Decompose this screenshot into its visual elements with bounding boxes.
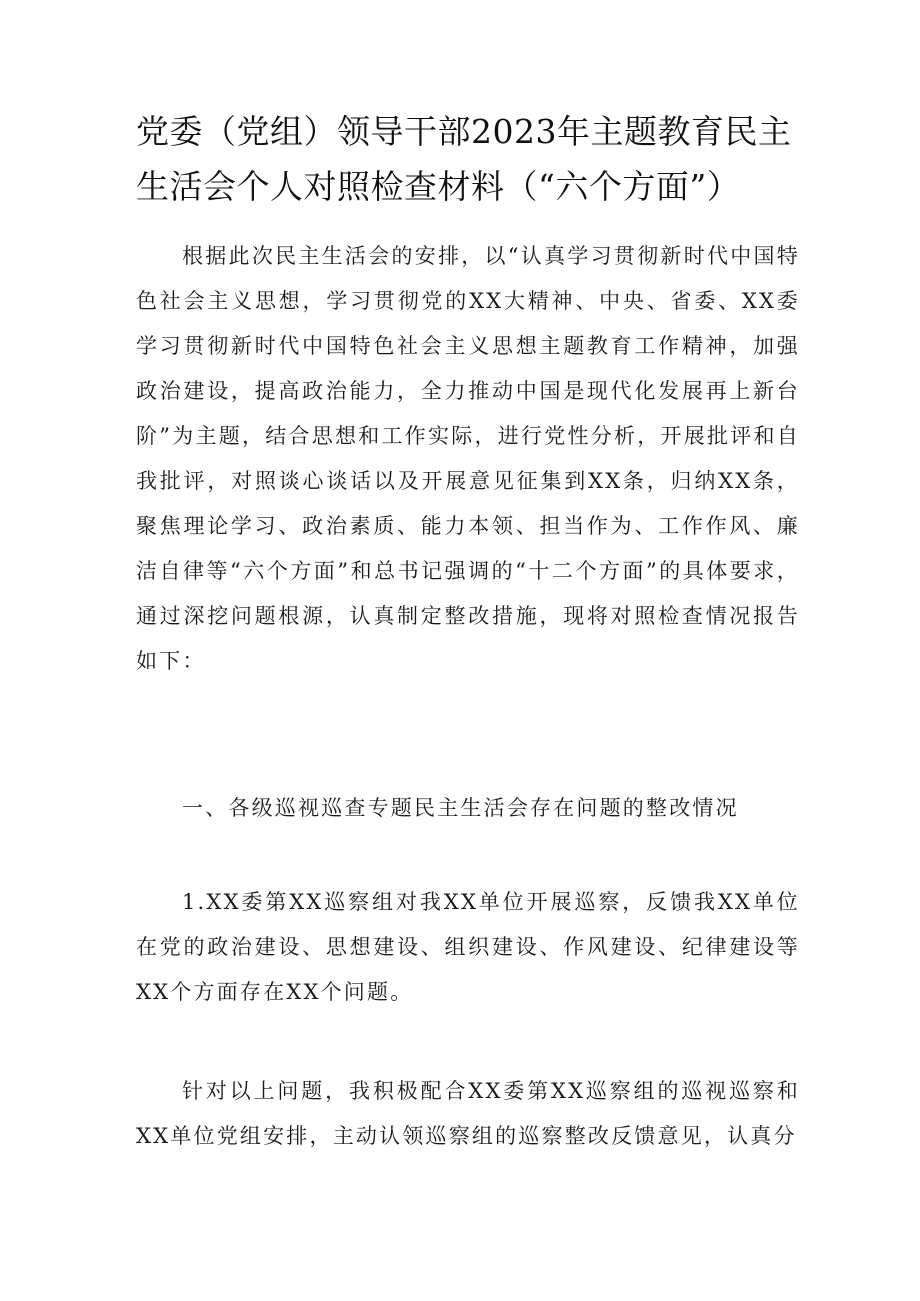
response-paragraph: 针对以上问题，我积极配合XX委第XX巡察组的巡视巡察和XX单位党组安排，主动认领巡察组的巡察整改反馈意见，认真分 xyxy=(136,1079,800,1148)
intro-paragraph: 根据此次民主生活会的安排，以“认真学习贯彻新时代中国特色社会主义思想，学习贯彻党的XX大精神、中央、省委、XX委学习贯彻新时代中国特色社会主义思想主题教育工作精神，加强政治建设，提高政治能力，全力推动中国是现代化发展再上新台阶”为主题，结合思想和工作实际，进行党性分析，开展批评和自我批评，对照谈心谈话以及开展意见征集到XX条，归纳XX条，聚焦理论学习、政治素质、能力本领、担当作为、工作作风、廉洁自律等“六个方面”和总书记强调的“十二个方面”的具体要求，通过深挖问题根源，认真制定整改措施，现将对照检查情况报告如下： xyxy=(136,244,800,673)
item-paragraph: 1.XX委第XX巡察组对我XX单位开展巡察，反馈我XX单位在党的政治建设、思想建设、组织建设、作风建设、纪律建设等XX个方面存在XX个问题。 xyxy=(136,890,800,1004)
section-heading: 一、各级巡视巡查专题民主生活会存在问题的整改情况 xyxy=(182,796,739,820)
document-title: 党委（党组）领导干部2023年主题教育民主生活会个人对照检查材料（“六个方面”） xyxy=(136,112,792,206)
